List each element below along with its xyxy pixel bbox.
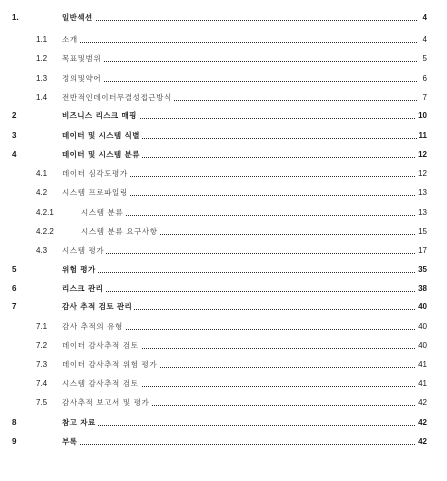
toc-entry[interactable] (0, 225, 447, 239)
toc-entry[interactable] (0, 377, 447, 391)
toc-entry[interactable] (0, 167, 447, 181)
toc-entry-title: 소개 (62, 33, 80, 47)
toc-entry-number: 1.2 (36, 54, 48, 63)
toc-entry-number: 4.1 (36, 169, 48, 178)
toc-entry[interactable] (0, 416, 447, 430)
toc-entry-page-number: 17 (416, 244, 427, 258)
toc-entry-number: 7.2 (36, 341, 48, 350)
toc-entry[interactable] (0, 396, 447, 410)
toc-entry-page-number: 15 (416, 225, 427, 239)
toc-dot-leader (62, 291, 417, 292)
toc-entry[interactable] (0, 11, 447, 25)
toc-entry-page-number: 13 (416, 186, 427, 200)
toc-dot-leader (62, 61, 417, 62)
toc-entry-number: 1.4 (36, 93, 48, 102)
toc-entry-page-number: 6 (421, 72, 427, 86)
toc-entry-title: 정의및약어 (62, 72, 103, 86)
toc-entry-page-number: 4 (421, 33, 427, 47)
toc-entry-title: 데이터 및 시스템 식별 (62, 129, 142, 143)
toc-entry-number: 3 (12, 131, 17, 140)
toc-entry[interactable] (0, 339, 447, 353)
toc-entry-title: 시스템 분류 (81, 206, 125, 220)
toc-entry-title: 참고 자료 (62, 416, 98, 430)
toc-entry[interactable] (0, 148, 447, 162)
toc-entry[interactable] (0, 435, 447, 449)
toc-entry[interactable] (0, 109, 447, 123)
toc-entry-number: 2 (12, 111, 17, 120)
toc-entry[interactable] (0, 129, 447, 143)
toc-dot-leader (62, 42, 417, 43)
toc-entry-title: 시스템 감사추적 검토 (62, 377, 141, 391)
toc-entry-title: 시스템 평가 (62, 244, 106, 258)
toc-entry-title: 데이터 심각도평가 (62, 167, 130, 181)
toc-entry[interactable] (0, 186, 447, 200)
toc-entry[interactable] (0, 52, 447, 66)
toc-entry-title: 감사 추적의 유형 (62, 320, 125, 334)
toc-entry-title: 시스템 프로파일링 (62, 186, 130, 200)
toc-dot-leader (62, 81, 417, 82)
toc-entry[interactable] (0, 33, 447, 47)
toc-entry[interactable] (0, 300, 447, 314)
toc-entry-page-number: 40 (416, 339, 427, 353)
toc-entry-page-number: 4 (421, 11, 427, 25)
toc-entry-number: 1.3 (36, 74, 48, 83)
toc-entry-title: 위험 평가 (62, 263, 98, 277)
toc-entry-number: 4.3 (36, 246, 48, 255)
toc-dot-leader (62, 425, 417, 426)
toc-entry-title: 감사 추적 검토 관리 (62, 300, 134, 314)
toc-entry-page-number: 12 (416, 148, 427, 162)
toc-dot-leader (62, 272, 417, 273)
toc-entry-number: 4.2.1 (36, 208, 54, 217)
toc-dot-leader (62, 444, 417, 445)
toc-entry-title: 리스크 관리 (62, 282, 105, 296)
toc-entry-page-number: 7 (421, 91, 427, 105)
toc-entry-number: 7.3 (36, 360, 48, 369)
toc-entry[interactable] (0, 358, 447, 372)
toc-entry-page-number: 13 (416, 206, 427, 220)
toc-entry-number: 7.4 (36, 379, 48, 388)
toc-entry-page-number: 40 (416, 320, 427, 334)
toc-entry-page-number: 41 (416, 358, 427, 372)
toc-entry[interactable] (0, 282, 447, 296)
toc-entry-number: 4.2.2 (36, 227, 54, 236)
toc-entry-page-number: 42 (416, 416, 427, 430)
toc-entry-title: 목표및범위 (62, 52, 103, 66)
toc-entry-number: 1.1 (36, 35, 48, 44)
toc-entry-page-number: 41 (416, 377, 427, 391)
toc-entry-number: 4 (12, 150, 17, 159)
toc-entry-page-number: 35 (416, 263, 427, 277)
toc-dot-leader (81, 215, 417, 216)
toc-entry-page-number: 42 (416, 435, 427, 449)
toc-entry-title: 데이터 및 시스템 분류 (62, 148, 142, 162)
toc-entry-number: 7 (12, 302, 17, 311)
toc-dot-leader (62, 20, 417, 21)
toc-entry-page-number: 10 (416, 109, 427, 123)
toc-entry-number: 7.1 (36, 322, 48, 331)
toc-entry-page-number: 38 (416, 282, 427, 296)
toc-entry-page-number: 5 (421, 52, 427, 66)
toc-entry-title: 비즈니스 리스크 매핑 (62, 109, 139, 123)
toc-entry-page-number: 11 (417, 129, 427, 143)
toc-entry-number: 9 (12, 437, 17, 446)
toc-entry[interactable] (0, 263, 447, 277)
toc-dot-leader (62, 253, 417, 254)
toc-entry-number: 8 (12, 418, 17, 427)
toc-entry-number: 1. (12, 13, 19, 22)
toc-entry[interactable] (0, 91, 447, 105)
toc-entry-number: 5 (12, 265, 17, 274)
toc-entry-page-number: 40 (416, 300, 427, 314)
toc-entry[interactable] (0, 206, 447, 220)
toc-entry-title: 데이터 감사추적 검토 (62, 339, 141, 353)
toc-entry-number: 4.2 (36, 188, 48, 197)
toc-entry-page-number: 12 (416, 167, 427, 181)
toc-entry-title: 데이터 감사추적 위험 평가 (62, 358, 159, 372)
toc-entry[interactable] (0, 72, 447, 86)
toc-entry[interactable] (0, 320, 447, 334)
toc-entry[interactable] (0, 244, 447, 258)
toc-entry-title: 감사추적 보고서 및 평가 (62, 396, 151, 410)
toc-entry-number: 7.5 (36, 398, 48, 407)
toc-entry-title: 부록 (62, 435, 79, 449)
toc-entry-title: 시스템 분류 요구사항 (81, 225, 160, 239)
toc-entry-page-number: 42 (416, 396, 427, 410)
toc-entry-number: 6 (12, 284, 17, 293)
toc-entry-title: 일반섹션 (62, 11, 95, 25)
toc-entry-title: 전반적인데이터무결성접근방식 (62, 91, 174, 105)
